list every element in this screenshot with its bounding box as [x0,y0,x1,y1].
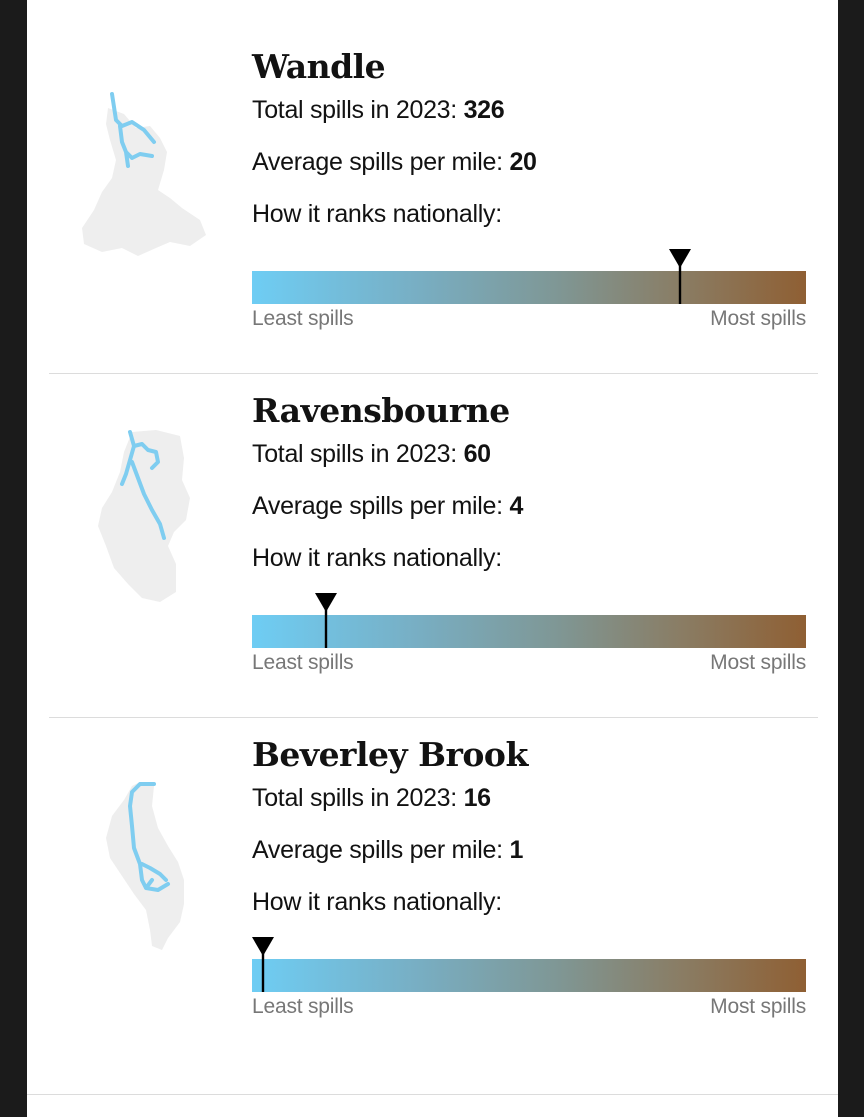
rank-marker-icon [313,593,339,648]
rank-marker-icon [250,937,276,992]
most-spills-label: Most spills [710,995,806,1018]
least-spills-label: Least spills [252,995,354,1018]
national-rank-bar [252,959,806,992]
total-spills-value: 16 [463,784,491,812]
river-map-ravensbourne [72,422,222,612]
river-card-ravensbourne [27,344,838,688]
average-spills-line [252,838,523,863]
rank-marker-icon [667,249,693,304]
total-spills-label: Total spills in 2023: [252,784,464,812]
most-spills-label: Most spills [710,307,806,330]
total-spills-line [252,98,504,123]
national-rank-label: How it ranks nationally: [252,888,502,916]
total-spills-value: 60 [463,440,491,468]
average-spills-value: 20 [509,148,537,176]
card-divider [27,1094,838,1095]
total-spills-label: Total spills in 2023: [252,96,464,124]
national-rank-bar [252,271,806,304]
average-spills-value: 1 [509,836,524,864]
river-card-beverley-brook [27,688,838,1032]
national-rank-label: How it ranks nationally: [252,200,502,228]
total-spills-label: Total spills in 2023: [252,440,464,468]
least-spills-label: Least spills [252,307,354,330]
catchment-shape [98,430,190,602]
least-spills-label: Least spills [252,651,354,674]
most-spills-label: Most spills [710,651,806,674]
river-map-beverley-brook [72,770,222,960]
total-spills-line [252,442,491,467]
total-spills-line [252,786,491,811]
river-title: Beverley Brook [252,735,528,774]
average-spills-label: Average spills per mile: [252,148,510,176]
average-spills-value: 4 [509,492,524,520]
river-map-wandle [72,80,222,270]
rivers-panel [27,0,838,1117]
river-title: Ravensbourne [252,391,510,430]
average-spills-label: Average spills per mile: [252,492,510,520]
average-spills-line [252,494,523,519]
average-spills-label: Average spills per mile: [252,836,510,864]
total-spills-value: 326 [463,96,505,124]
national-rank-bar [252,615,806,648]
national-rank-label: How it ranks nationally: [252,544,502,572]
river-title: Wandle [252,47,386,86]
average-spills-line [252,150,537,175]
river-card-wandle [27,0,838,344]
